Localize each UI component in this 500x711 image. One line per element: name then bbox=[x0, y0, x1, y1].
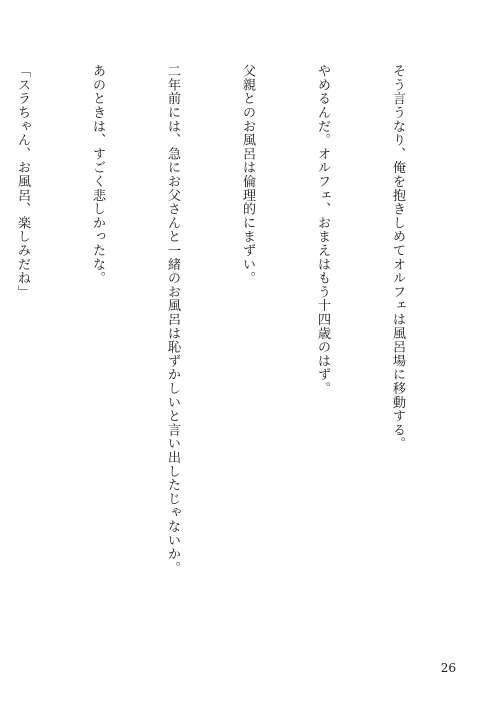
text-line: 二年前には、急にお父さんと一緒のお風呂は恥ずかしいと言い出したじゃないか。 bbox=[165, 64, 180, 575]
vertical-text-body bbox=[0, 64, 460, 664]
text-line: やめるんだ。オルフェ、おまえはもう十四歳のはず。 bbox=[315, 64, 330, 396]
text-line: そう言うなり、俺を抱きしめてオルフェは風呂場に移動する。 bbox=[390, 64, 405, 451]
text-line: 父親とのお風呂は倫理的にまずい。 bbox=[240, 64, 255, 285]
text-line: 「スラちゃん、お風呂、楽しみだね」 bbox=[15, 64, 30, 299]
text-line: あのときは、すごく悲しかったな。 bbox=[90, 64, 105, 285]
page-number: 26 bbox=[440, 661, 456, 675]
